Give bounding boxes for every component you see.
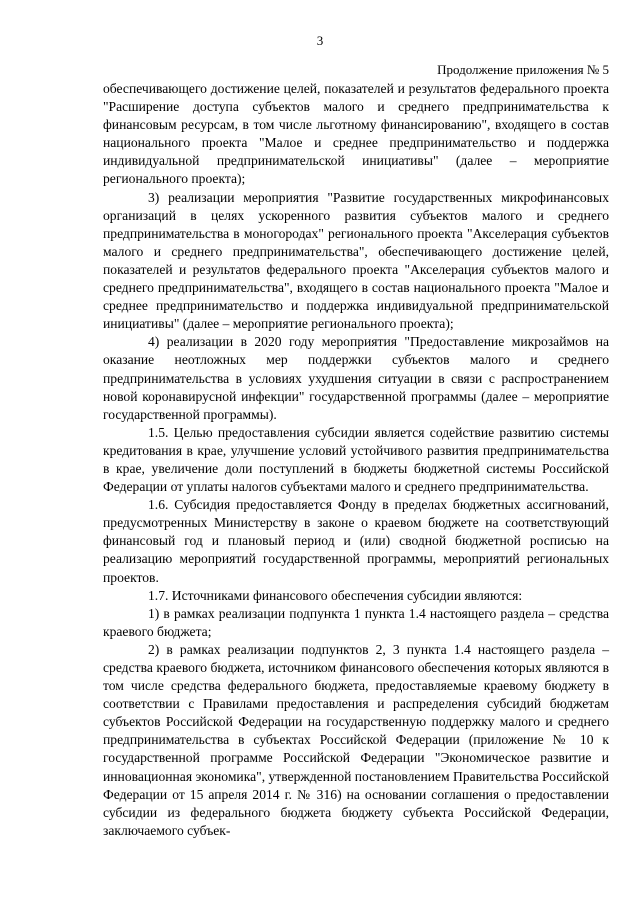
paragraph-1-6: 1.6. Субсидия предоставляется Фонду в пределах бюджетных ассигнований, предусмотренных Министерству в законе о краевом бюджете на соответствующий финансовый год и плановый период и (или) сводной бюджетной росписью на реализацию мероприятий государственной программы, мероприятий региональных проектов. [103,497,609,585]
paragraph-item-4: 4) реализации в 2020 году мероприятия "Предоставление микрозаймов на оказание неотложных мер поддержки субъектов малого и среднего предпринимательства в условиях ухудшения ситуации в связи с распространением новой коронавирусной инфекции" государственной программы (далее – мероприятие государственной программы). [103,334,609,422]
paragraph-1-7-item-1: 1) в рамках реализации подпункта 1 пункта 1.4 настоящего раздела – средства краевого бюджета; [103,605,609,639]
paragraph-item-3: 3) реализации мероприятия "Развитие государственных микрофинансовых организаций в целях ускоренного развития субъектов малого и среднего предпринимательства в моногородах" регионального проекта "Акселерация субъектов малого и среднего предпринимательства", обеспечивающего достижение целей, показателей и результатов федерального проекта "Акселерация субъектов малого и среднего предпринимательства", входящего в состав национального проекта "Малое и среднее предпринимательство и поддержка индивидуальной предпринимательской инициативы" (далее – мероприятие регионального проекта); [103,189,609,332]
paragraph-continued: обеспечивающего достижение целей, показателей и результатов федерального проекта "Расширение доступа субъектов малого и среднего предпринимательства к финансовым ресурсам, в том числе льготному финансированию", входящего в состав национального проекта "Малое и среднее предпринимательство и поддержка индивидуальной предпринимательской инициативы" (далее – мероприятие регионального проекта); [103,81,609,187]
document-body [103,80,609,840]
page-number: 3 [316,33,324,48]
paragraph-1-5: 1.5. Целью предоставления субсидии является содействие развитию системы кредитования в крае, улучшение условий устойчивого развития предпринимательства в крае, увеличение доли поступлений в бюджеты бюджетной системы Российской Федерации от уплаты налогов субъектами малого и среднего предпринимательства. [103,424,609,495]
paragraph-1-7-item-2: 2) в рамках реализации подпунктов 2, 3 пункта 1.4 настоящего раздела – средства краевого бюджета, источником финансового обеспечения которых являются в том числе средства федерального бюджета, предоставляемые краевому бюджету в соответствии с Правилами предоставления и распределения субсидий бюджетам субъектов Российской Федерации на государственную поддержку малого и среднего предпринимательства в субъектах Российской Федерации (приложение № 10 к государственной программе Российской Федерации "Экономическое развитие и инновационная экономика", утвержденной постановлением Правительства Российской Федерации от 15 апреля 2014 г. № 316) на основании соглашения о предоставлении субсидии из федерального бюджета бюджету субъекта Российской Федерации, заключаемого субъек- [103,641,609,838]
paragraph-1-7: 1.7. Источниками финансового обеспечения субсидии являются: [148,587,523,603]
continuation-label: Продолжение приложения № 5 [437,62,609,77]
